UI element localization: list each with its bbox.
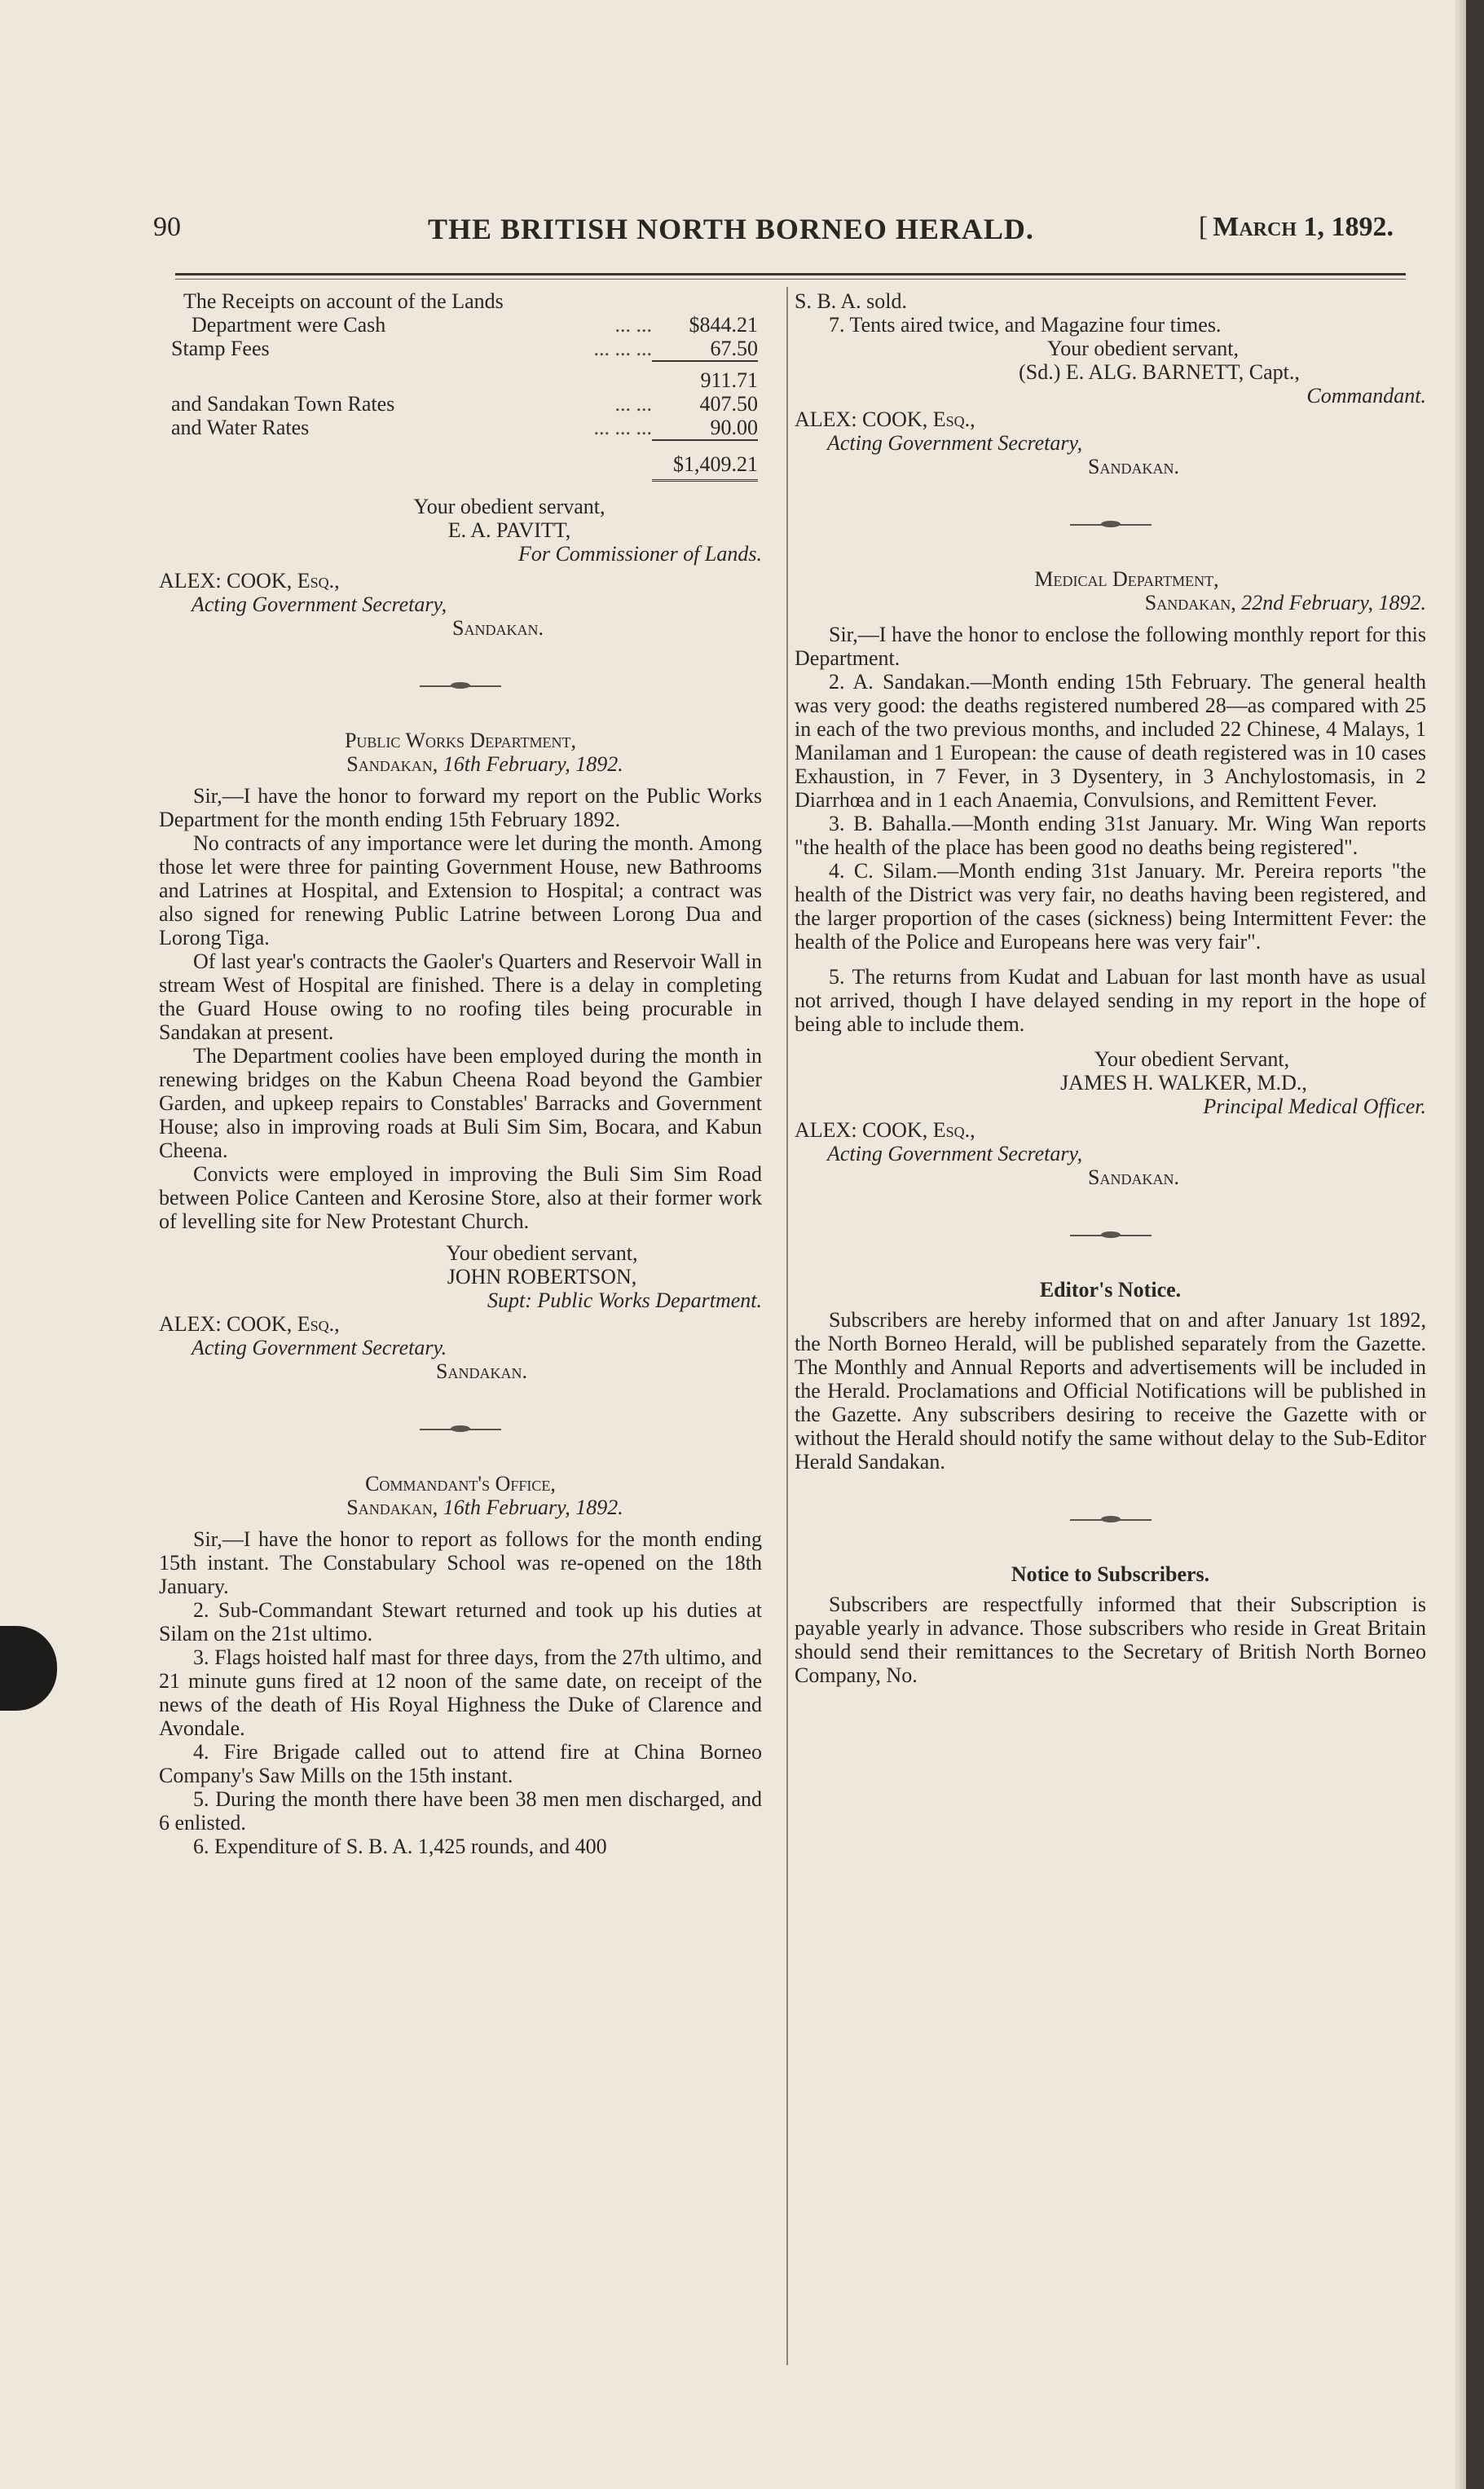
medical-signer-title: Principal Medical Officer. <box>1203 1095 1426 1118</box>
lands-addressee-place: Sandakan. <box>452 616 544 640</box>
commandant-paragraph: 7. Tents aired twice, and Magazine four times. <box>829 313 1222 337</box>
medical-paragraph: 5. The returns from Kudat and Labuan for last month have as usual not arrived, though I have delayed sending in my report in the hope of being able to include them. <box>795 965 1426 1036</box>
header-rule <box>175 273 1406 275</box>
row-label <box>171 440 513 481</box>
section-separator <box>795 1506 1426 1530</box>
newspaper-title: THE BRITISH NORTH BORNEO HERALD. <box>428 213 1034 245</box>
row-amount: 911.71 <box>652 361 758 392</box>
commandant-paragraph: Sir,—I have the honor to report as follows for the month ending 15th instant. The Constabulary School was re-opened on the 18th January. <box>159 1527 762 1598</box>
commandant-addressee: ALEX: COOK, Esq., <box>795 407 975 431</box>
row-amount: 407.50 <box>699 392 758 416</box>
medical-heading: Medical Department, <box>1034 567 1219 591</box>
section-separator <box>795 1222 1426 1245</box>
pwd-paragraph: Sir,—I have the honor to forward my report on the Public Works Department for the month ending 15th February 1892. <box>159 784 762 831</box>
dateline-date: 22nd February, 1892. <box>1241 591 1426 615</box>
issue-date: [ March 1, 1892. <box>1198 212 1394 242</box>
header-rule-thin <box>175 279 1406 280</box>
row-amount: $844.21 <box>689 313 758 337</box>
dateline-date: 16th February, 1892. <box>443 752 623 776</box>
commandant-report-continued <box>795 289 1426 478</box>
commandant-heading: Commandant's Office, <box>365 1472 556 1496</box>
commandant-paragraph: 2. Sub-Commandant Stewart returned and took up his duties at Silam on the 21st ultimo. <box>159 1598 762 1645</box>
lands-addressee-title: Acting Government Secretary, <box>192 593 447 616</box>
issue-date-text: March 1, 1892. <box>1213 212 1394 242</box>
medical-report <box>795 567 1426 1189</box>
table-row <box>171 440 758 481</box>
row-dots: ... ... ... <box>593 416 652 439</box>
commandant-paragraph: 4. Fire Brigade called out to attend fire at China Borneo Company's Saw Mills on the 15th instant. <box>159 1740 762 1787</box>
subscribers-notice-heading: Notice to Subscribers. <box>1011 1562 1210 1586</box>
commandant-signer-title: Commandant. <box>1306 384 1426 407</box>
lands-signer: E. A. PAVITT, <box>447 518 571 542</box>
table-row <box>171 392 758 416</box>
dateline-place: Sandakan, <box>346 752 438 776</box>
medical-addressee: ALEX: COOK, Esq., <box>795 1118 975 1142</box>
binder-clip <box>0 1626 57 1711</box>
pwd-signer-title: Supt: Public Works Department. <box>487 1289 762 1312</box>
pwd-dateline <box>159 752 762 776</box>
table-row <box>171 361 758 392</box>
pwd-addressee: ALEX: COOK, Esq., <box>159 1312 340 1336</box>
lands-intro: The Receipts on account of the Lands <box>183 289 504 313</box>
pwd-paragraph: The Department coolies have been employed during the month in renewing bridges on the Kabun Cheena Road beyond the Gambier Garden, and upkeep repairs to Constables' Barracks and Government House; also in improving roads at Buli Sim Sim, Bocara, and Kabun Cheena. <box>159 1044 762 1162</box>
editor-notice-heading: Editor's Notice. <box>1039 1278 1182 1302</box>
editor-notice <box>795 1278 1426 1474</box>
pwd-paragraph: Of last year's contracts the Gaoler's Quarters and Reservoir Wall in stream West of Hospital are finished. There is a delay in completing the Guard House owing to no roofing tiles being procurable in Sandakan at present. <box>159 949 762 1044</box>
pwd-closing: Your obedient servant, <box>446 1241 638 1265</box>
page-edge-shadow <box>1455 0 1466 2489</box>
row-dots: ... ... <box>614 392 652 416</box>
page-number: 90 <box>153 212 181 242</box>
medical-addressee-title: Acting Government Secretary, <box>827 1142 1083 1165</box>
table-row <box>171 313 758 337</box>
lands-signer-title: For Commissioner of Lands. <box>517 542 762 566</box>
commandant-paragraph: 5. During the month there have been 38 men men discharged, and 6 enlisted. <box>159 1787 762 1835</box>
medical-paragraph: 4. C. Silam.—Month ending 31st January. Mr. Pereira reports "the health of the District was very fair, no deaths having been registered, and the larger proportion of the cases (sickness) being Intermittent Fever: the health of the Police and Europeans here was very fair". <box>795 859 1426 954</box>
medical-closing: Your obedient Servant, <box>1094 1047 1290 1071</box>
medical-paragraph: 3. B. Bahalla.—Month ending 31st January. Mr. Wing Wan reports "the health of the place has been good no deaths being registered". <box>795 812 1426 859</box>
row-amount: 67.50 <box>710 337 758 360</box>
row-dots: ... ... <box>614 313 652 337</box>
row-dots <box>513 361 652 392</box>
pwd-report <box>159 729 762 1383</box>
subscribers-notice-text: Subscribers are respectfully informed that their Subscription is payable yearly in advance. Those subscribers who reside in Great Britain should send their remittances to the Secretary of British North Borneo Company, No. <box>795 1593 1426 1687</box>
column-divider <box>786 287 788 2365</box>
right-column <box>795 289 1426 1687</box>
row-label: and Sandakan Town Rates <box>171 392 395 416</box>
section-separator <box>159 672 762 696</box>
table-row <box>171 337 758 361</box>
subscribers-notice <box>795 1562 1426 1687</box>
commandant-signer: (Sd.) E. ALG. BARNETT, Capt., <box>1019 360 1300 384</box>
medical-dateline <box>795 591 1426 615</box>
commandant-continued: S. B. A. sold. <box>795 289 907 313</box>
dateline-place: Sandakan, <box>1144 591 1236 615</box>
row-label: Stamp Fees <box>171 337 270 360</box>
pwd-paragraph: No contracts of any importance were let during the month. Among those let were three for painting Government House, new Bathrooms and Latrines at Hospital, and Extension to Hospital; a contract was also signed for renewing Public Latrine between Lorong Dua and Lorong Tiga. <box>159 831 762 949</box>
medical-signer: JAMES H. WALKER, M.D., <box>1060 1071 1307 1095</box>
dateline-date: 16th February, 1892. <box>443 1496 623 1519</box>
row-label <box>171 361 513 392</box>
commandant-addressee-place: Sandakan. <box>1088 455 1179 478</box>
row-amount: 90.00 <box>710 416 758 439</box>
row-label: and Water Rates <box>171 416 310 439</box>
medical-addressee-place: Sandakan. <box>1088 1165 1179 1189</box>
page-header <box>147 204 1418 261</box>
scan-border <box>1466 0 1484 2489</box>
lands-addressee: ALEX: COOK, Esq., <box>159 569 340 593</box>
pwd-addressee-place: Sandakan. <box>436 1359 527 1383</box>
pwd-paragraph: Convicts were employed in improving the Buli Sim Sim Road between Police Canteen and Kerosine Store, also at their former work of levelling site for New Protestant Church. <box>159 1162 762 1233</box>
commandant-closing: Your obedient servant, <box>1047 337 1239 360</box>
commandant-dateline <box>159 1496 762 1519</box>
section-separator <box>159 1416 762 1439</box>
row-dots <box>513 440 652 481</box>
pwd-addressee-title: Acting Government Secretary. <box>192 1336 447 1359</box>
lands-closing: Your obedient servant, <box>413 495 605 518</box>
medical-paragraph: 2. A. Sandakan.—Month ending 15th February. The general health was very good: the deaths registered numbered 28—as compared with 25 in each of the two previous months, and included 22 Chinese, 4 Malays, 1 Manilaman and 1 European: the cause of death registered was in 10 cases Exhaustion, in 7 Fever, in 3 Dysentery, in 3 Anchylostomasis, in 2 Diarrhœa and in 1 each Anaemia, Convulsions, and Remittent Fever. <box>795 670 1426 812</box>
row-dots: ... ... ... <box>593 337 652 360</box>
pwd-heading: Public Works Department, <box>344 729 577 752</box>
row-label: Department were Cash <box>192 313 386 337</box>
dateline-place: Sandakan, <box>346 1496 438 1519</box>
table-row <box>171 416 758 440</box>
commandant-addressee-title: Acting Government Secretary, <box>827 431 1083 455</box>
editor-notice-text: Subscribers are hereby informed that on and after January 1st 1892, the North Borneo Herald, will be published separately from the Gazette. The Monthly and Annual Reports and advertisements will be included in the Herald. Proclamations and Official Notifications will be published in the Gazette. Any subscribers desiring to receive the Gazette with or without the Herald should notify the same without delay to the Sub-Editor Herald Sandakan. <box>795 1308 1426 1474</box>
section-separator <box>795 511 1426 535</box>
lands-receipts-table <box>171 313 758 482</box>
commandant-paragraph: 3. Flags hoisted half mast for three days, from the 27th ultimo, and 21 minute guns fired at 12 noon of the same date, on receipt of the news of the death of His Royal Highness the Duke of Clarence and Avondale. <box>159 1645 762 1740</box>
row-amount: $1,409.21 <box>652 440 758 481</box>
commandant-paragraph: 6. Expenditure of S. B. A. 1,425 rounds, and 400 <box>193 1835 607 1858</box>
pwd-signer: JOHN ROBERTSON, <box>447 1265 637 1289</box>
left-column <box>159 289 762 1858</box>
commandant-report <box>159 1472 762 1858</box>
lands-report <box>159 289 762 640</box>
medical-paragraph: Sir,—I have the honor to enclose the following monthly report for this Department. <box>795 623 1426 670</box>
